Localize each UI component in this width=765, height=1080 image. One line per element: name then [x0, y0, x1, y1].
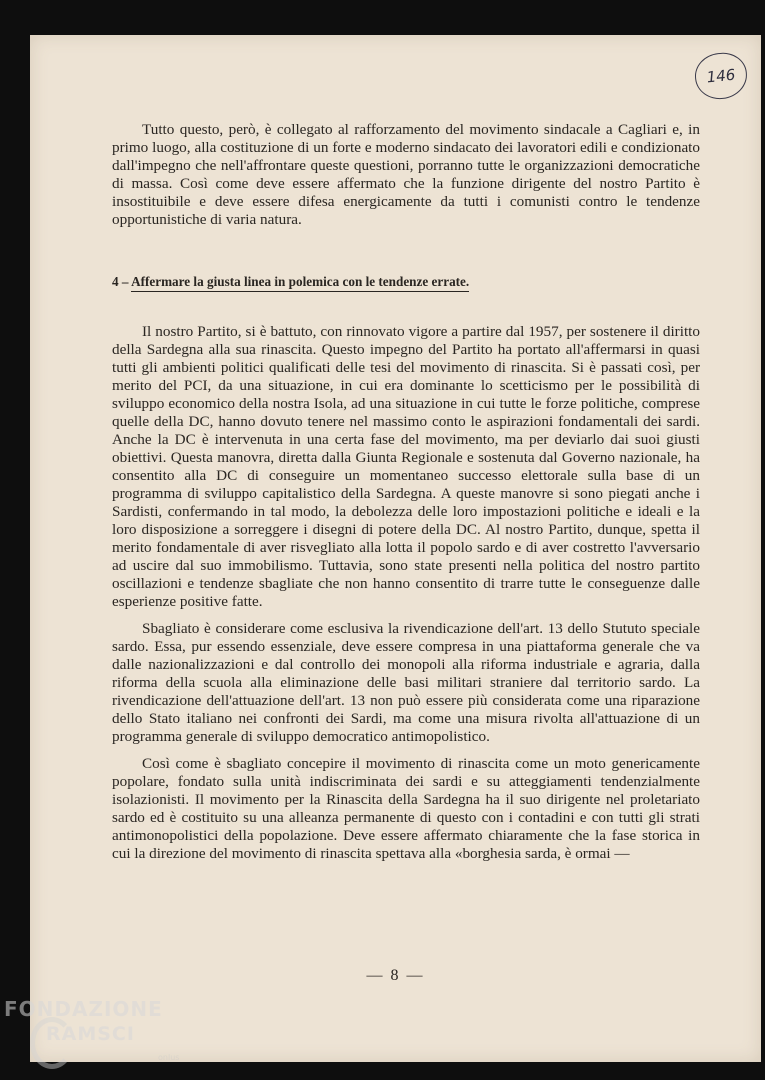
page-number: — 8 — — [366, 967, 425, 984]
section-number: 4 – — [112, 274, 129, 289]
section-title: Affermare la giusta linea in polemica con le tendenze errate. — [131, 274, 469, 292]
archive-page-stamp: 146 — [693, 50, 750, 101]
section-heading — [112, 274, 612, 290]
watermark-small: onlus — [158, 1053, 180, 1062]
paragraph-3: Così come è sbagliato concepire il movimento di rinascita come un moto genericamente popolare, fondato sulla unità indiscriminata dei sardi e su atteggiamenti tendenzialmente isolazionisti. Il movimento per la Rinascita della Sardegna ha il suo dirigente nel proletariato sardo ed è costituito su una alleanza permanente di questo con i contadini e con tutti gli strati antimonopolistici della popolazione. Deve essere affermato chiaramente che la fase storica in cui la direzione del movimento di rinascita spettava alla «borghesia sarda, è ormai — — [112, 755, 700, 862]
intro-text-block — [112, 121, 700, 229]
paragraph-2: Sbagliato è considerare come esclusiva la rivendicazione dell'art. 13 dello Stututo speciale sardo. Essa, pur essendo essenziale, deve essere compresa in una piattaforma generale che va dalle nazionalizzazioni e dal controllo dei monopoli alla riforma industriale e agraria, dalla riforma della scuola alla eliminazione delle basi militari straniere dal territorio sardo. La rivendicazione dell'attuazione dell'art. 13 non può essere più considerata come una riparazione dello Stato italiano nei confronti dei Sardi, ma come una misura rivolta all'attuazione di un programma generale di sviluppo democratico antimopolistico. — [112, 620, 700, 745]
paragraph-intro: Tutto questo, però, è collegato al rafforzamento del movimento sindacale a Cagliari e, in primo luogo, alla costituzione di un forte e moderno sindacato dei lavoratori edili e condizionato dall'impegno che nell'affrontare queste questioni, porranno tutte le organizzazioni democratiche di massa. Così come deve essere affermato che la funzione dirigente del nostro Partito è insostituibile e deve essere difesa energicamente da tutti i comunisti contro le tendenze opportunistiche di varia natura. — [112, 121, 700, 228]
watermark-line-1: FONDAZIONE — [4, 997, 163, 1021]
fondazione-gramsci-watermark — [0, 995, 200, 1075]
paragraph-1: Il nostro Partito, si è battuto, con rinnovato vigore a partire dal 1957, per sostenere il diritto della Sardegna alla sua rinascita. Questo impegno del Partito ha portato all'affermarsi in quasi tutti gli ambienti politici qualificati delle tesi del movimento di rinascita. Si è passati così, per merito del PCI, da una situazione, in cui era dominante lo scetticismo per le possibilità di sviluppo economico della nostra Isola, ad una situazione in cui tutte le forze politiche, comprese quelle della DC, hanno dovuto tenere nel massimo conto le aspirazioni fondamentali dei sardi. Anche la DC è intervenuta in una certa fase del movimento, ma per deviarlo dai suoi giusti obiettivi. Questa manovra, diretta dalla Giunta Regionale e sostenuta dal Governo nazionale, ha consentito alla DC di conseguire un momentaneo successo elettorale sulla base di un programma di sviluppo capitalistico della Sardegna. A queste manovre si sono piegati anche i Sardisti, confermando in tal modo, la debolezza delle loro impostazioni politiche e ideali e la loro disposizione a sorreggere i disegni di potere della DC. Al nostro Partito, dunque, spetta il merito fondamentale di aver risvegliato alla lotta il popolo sardo e di aver costretto l'avversario ad uscire dal suo immobilismo. Tuttavia, sono state presenti nella politica del nostro partito oscillazioni e tendenze sbagliate che non hanno consentito di trarre tutte le conseguenze dalle esperienze positive fatte. — [112, 323, 700, 610]
main-text-block — [112, 323, 700, 863]
watermark-line-2: RAMSCI — [46, 1023, 135, 1045]
document-page — [30, 35, 761, 1062]
